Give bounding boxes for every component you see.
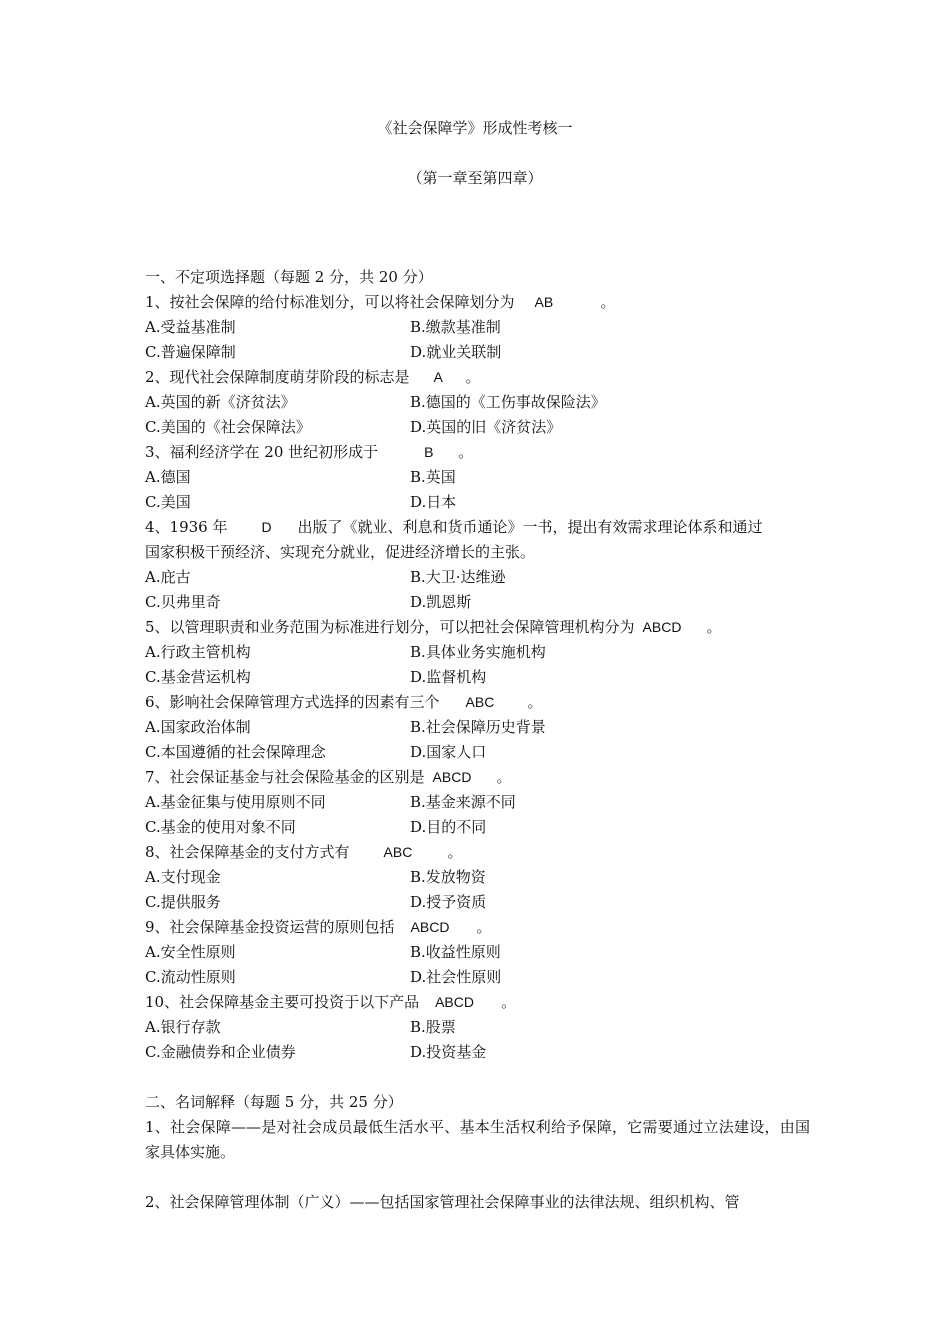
question-stem: 6、影响社会保障管理方式选择的因素有三个 [145, 693, 440, 711]
question-tail: 。 [496, 768, 512, 786]
option-a: A.英国的新《济贫法》 [145, 393, 296, 411]
option-b: B.收益性原则 [410, 943, 501, 961]
option-c: C.美国的《社会保障法》 [145, 418, 311, 436]
question-stem: 5、以管理职责和业务范围为标准进行划分，可以把社会保障管理机构分为 [145, 618, 635, 636]
option-a: A.银行存款 [145, 1018, 221, 1036]
option-b: B.发放物资 [410, 868, 486, 886]
question-stem: 2、现代社会保障制度萌芽阶段的标志是 [145, 368, 410, 386]
question-tail: 。 [600, 293, 616, 311]
question-tail: 。 [706, 618, 722, 636]
answer-text: ABCD [435, 994, 474, 1010]
question-tail: 。 [465, 368, 481, 386]
option-b: B.大卫·达维逊 [410, 568, 506, 586]
option-a: A.庇古 [145, 568, 191, 586]
option-c: C.基金营运机构 [145, 668, 251, 686]
option-c: C.美国 [145, 493, 191, 511]
option-a: A.国家政治体制 [145, 718, 251, 736]
options-row [145, 315, 810, 340]
answer-text: AB [534, 294, 554, 310]
question-stem-end: 出版了《就业、利息和货币通论》一书，提出有效需求理论体系和通过 [297, 518, 763, 536]
option-d: D.社会性原则 [410, 968, 502, 986]
option-b: B.缴款基准制 [410, 318, 501, 336]
options-row [145, 390, 810, 415]
option-b: B.英国 [410, 468, 456, 486]
options-row [145, 590, 810, 615]
question-tail: 。 [476, 918, 492, 936]
answer-text: ABC [465, 694, 495, 710]
options-row [145, 940, 810, 965]
option-d: D.日本 [410, 493, 457, 511]
answer-text: D [261, 519, 272, 535]
question-stem: 10、社会保障基金主要可投资于以下产品 [145, 993, 420, 1011]
options-row [145, 815, 810, 840]
option-a: A.支付现金 [145, 868, 221, 886]
options-row [145, 340, 810, 365]
option-b: B.具体业务实施机构 [410, 643, 546, 661]
option-c: C.基金的使用对象不同 [145, 818, 296, 836]
spacer [145, 1065, 810, 1090]
question-tail: 。 [447, 843, 463, 861]
term-definition-1: 1、社会保障——是对社会成员最低生活水平、基本生活权利给予保障，它需要通过立法建设，由国家具体实施。 [145, 1118, 810, 1161]
options-row [145, 665, 810, 690]
options-row [145, 965, 810, 990]
question-4 [145, 515, 810, 540]
option-a: A.安全性原则 [145, 943, 236, 961]
option-d: D.目的不同 [410, 818, 487, 836]
option-d: D.就业关联制 [410, 343, 502, 361]
question-tail: 。 [501, 993, 517, 1011]
option-d: D.监督机构 [410, 668, 487, 686]
question-tail: 。 [527, 693, 543, 711]
options-row [145, 1040, 810, 1065]
question-5 [145, 615, 810, 640]
document-subtitle: （第一章至第四章） [407, 169, 543, 187]
question-1 [145, 290, 810, 315]
options-row [145, 490, 810, 515]
question-4-continued: 国家积极干预经济、实现充分就业，促进经济增长的主张。 [145, 543, 536, 561]
option-c: C.金融债券和企业债券 [145, 1043, 296, 1061]
options-row [145, 790, 810, 815]
option-b: B.德国的《工伤事故保险法》 [410, 393, 606, 411]
option-c: C.流动性原则 [145, 968, 236, 986]
answer-text: A [433, 369, 443, 385]
spacer [145, 1165, 810, 1190]
options-row [145, 865, 810, 890]
option-d: D.授予资质 [410, 893, 487, 911]
options-row [145, 740, 810, 765]
question-2 [145, 365, 810, 390]
question-6 [145, 690, 810, 715]
option-a: A.德国 [145, 468, 191, 486]
option-c: C.贝弗里奇 [145, 593, 221, 611]
section-heading: 一、不定项选择题（每题 2 分，共 20 分） [145, 268, 433, 286]
options-row [145, 415, 810, 440]
question-stem: 9、社会保障基金投资运营的原则包括 [145, 918, 395, 936]
option-d: D.国家人口 [410, 743, 487, 761]
option-d: D.投资基金 [410, 1043, 487, 1061]
answer-text: ABCD [410, 919, 450, 935]
option-c: C.普遍保障制 [145, 343, 236, 361]
option-a: A.受益基准制 [145, 318, 236, 336]
options-row [145, 890, 810, 915]
option-c: C.本国遵循的社会保障理念 [145, 743, 326, 761]
document-title: 《社会保障学》形成性考核一 [377, 119, 573, 137]
answer-text: ABCD [642, 619, 682, 635]
options-row [145, 715, 810, 740]
question-tail: 。 [458, 443, 474, 461]
question-7 [145, 765, 810, 790]
answer-text: ABC [383, 844, 413, 860]
question-stem-start: 4、1936 年 [145, 518, 228, 536]
question-3 [145, 440, 810, 465]
term-definition-2: 2、社会保障管理体制（广义）——包括国家管理社会保障事业的法律法规、组织机构、管 [145, 1193, 740, 1211]
answer-text: B [424, 444, 434, 460]
option-a: A.行政主管机构 [145, 643, 251, 661]
options-row [145, 565, 810, 590]
question-stem: 8、社会保障基金的支付方式有 [145, 843, 350, 861]
question-stem: 3、福利经济学在 20 世纪初形成于 [145, 443, 379, 461]
answer-text: ABCD [432, 769, 472, 785]
option-d: D.凯恩斯 [410, 593, 472, 611]
option-b: B.基金来源不同 [410, 793, 516, 811]
question-stem: 7、社会保证基金与社会保险基金的区别是 [145, 768, 425, 786]
question-stem: 1、按社会保障的给付标准划分，可以将社会保障划分为 [145, 293, 515, 311]
section-heading: 二、名词解释（每题 5 分，共 25 分） [145, 1093, 403, 1111]
options-row [145, 465, 810, 490]
option-c: C.提供服务 [145, 893, 221, 911]
option-a: A.基金征集与使用原则不同 [145, 793, 326, 811]
options-row [145, 640, 810, 665]
question-8 [145, 840, 810, 865]
option-d: D.英国的旧《济贫法》 [410, 418, 562, 436]
options-row [145, 1015, 810, 1040]
question-9 [145, 915, 810, 940]
document-body [145, 265, 810, 1215]
question-10 [145, 990, 810, 1015]
option-b: B.股票 [410, 1018, 456, 1036]
option-b: B.社会保障历史背景 [410, 718, 546, 736]
